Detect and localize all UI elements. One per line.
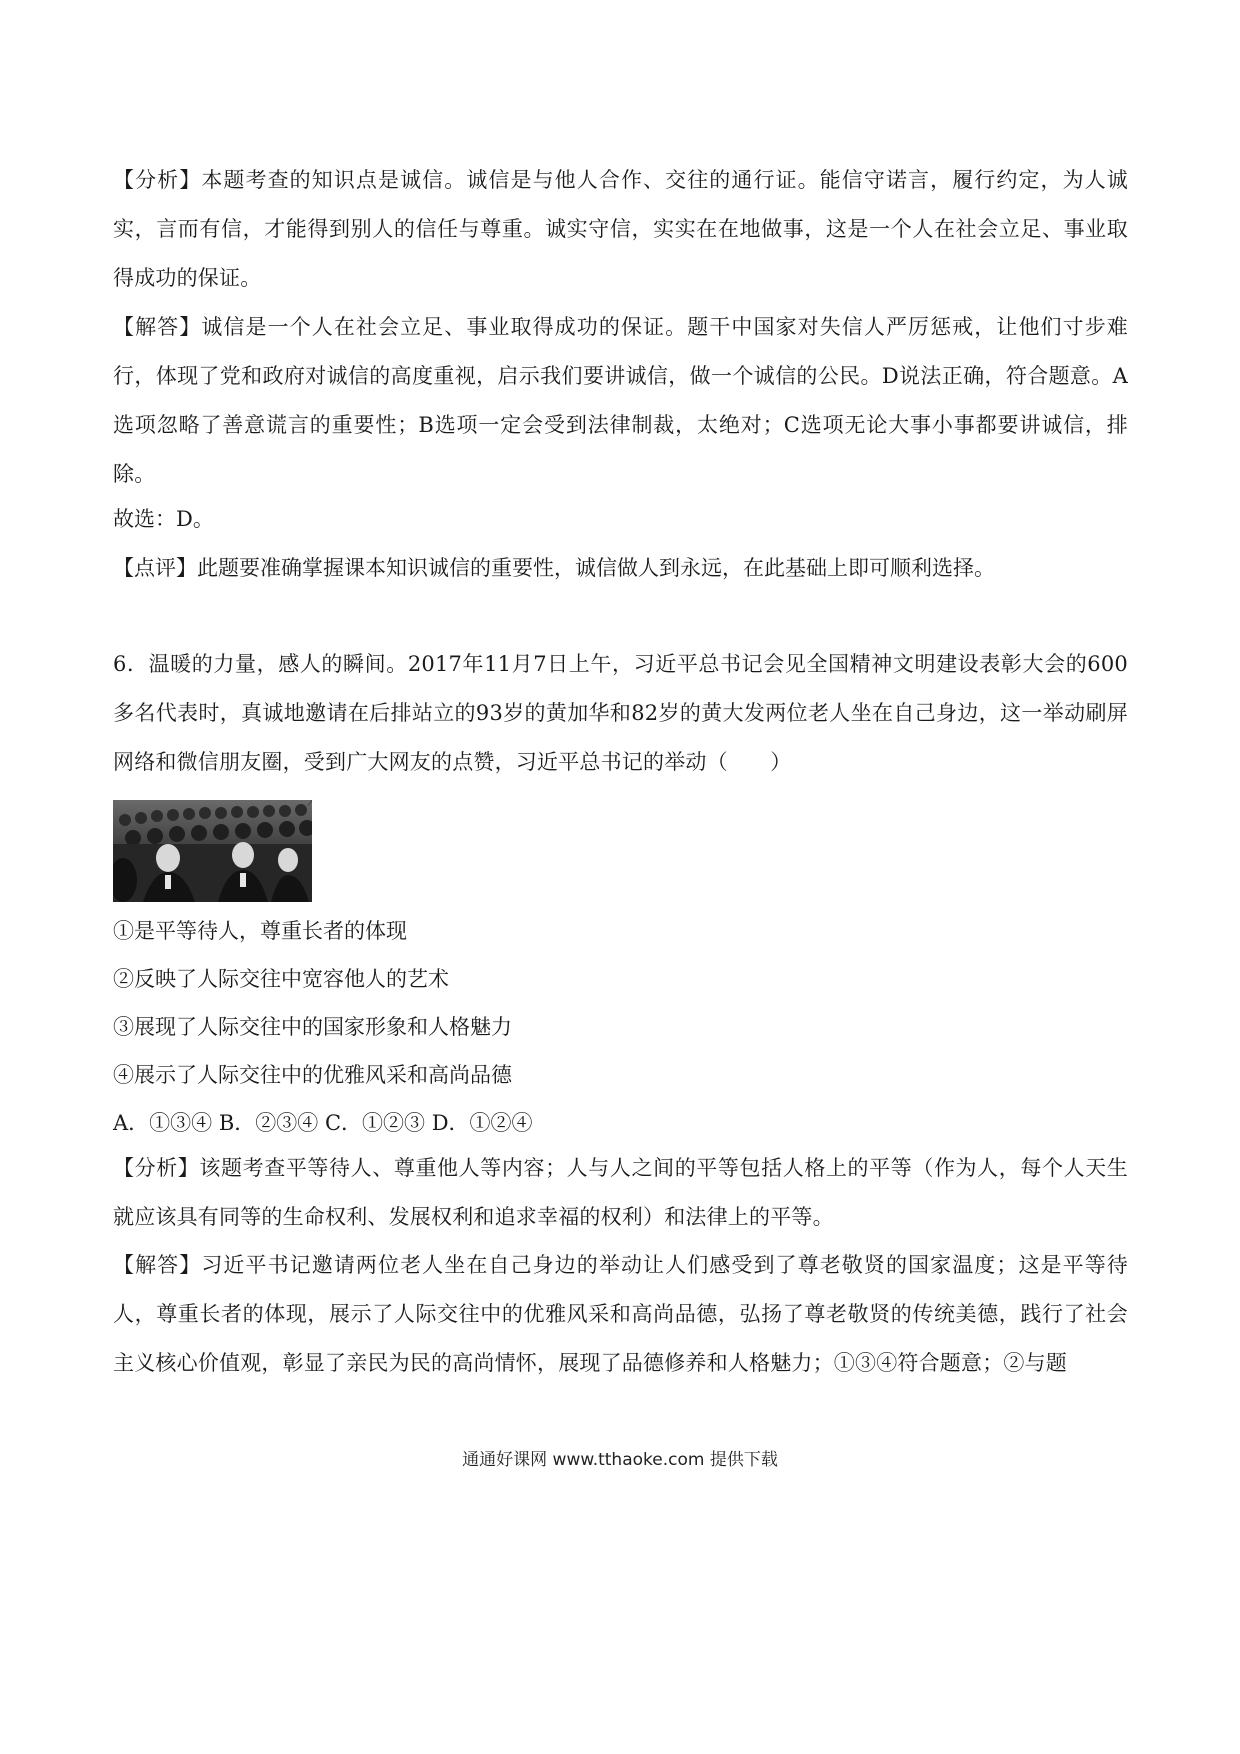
- q5-answer: 【解答】诚信是一个人在社会立足、事业取得成功的保证。题干中国家对失信人严厉惩戒，让他们寸步难行，体现了党和政府对诚信的高度重视，启示我们要讲诚信，做一个诚信的公民。D说法正确，符合题意。A选项忽略了善意谎言的重要性；B选项一定会受到法律制裁，太绝对；C选项无论大事小事都要讲诚信，排除。: [113, 315, 1128, 486]
- meeting-photo-image: [113, 800, 312, 902]
- page-footer: 通通好课网 www.tthaoke.com 提供下载: [462, 1450, 778, 1470]
- q6-answer: 【解答】习近平书记邀请两位老人坐在自己身边的举动让人们感受到了尊老敬贤的国家温度；这是平等待人，尊重长者的体现，展示了人际交往中的优雅风采和高尚品德，弘扬了尊老敬贤的传统美德，践行了社会主义核心价值观，彰显了亲民为民的高尚情怀，展现了品德修养和人格魅力；①③④符合题意；②与题: [113, 1253, 1128, 1375]
- q6-item-2: ②反映了人际交往中宽容他人的艺术: [113, 967, 449, 991]
- q6-item-4: ④展示了人际交往中的优雅风采和高尚品德: [113, 1063, 512, 1087]
- q6-item-1: ①是平等待人，尊重长者的体现: [113, 919, 407, 943]
- q6-analysis: 【分析】该题考查平等待人、尊重他人等内容；人与人之间的平等包括人格上的平等（作为人，每个人天生就应该具有同等的生命权利、发展权利和追求幸福的权利）和法律上的平等。: [113, 1156, 1128, 1229]
- q5-comment: 【点评】此题要准确掌握课本知识诚信的重要性，诚信做人到永远，在此基础上即可顺利选择。: [113, 556, 995, 580]
- q5-choice: 故选：D。: [113, 507, 214, 531]
- q5-analysis: 【分析】本题考查的知识点是诚信。诚信是与他人合作、交往的通行证。能信守诺言，履行约定，为人诚实，言而有信，才能得到别人的信任与尊重。诚实守信，实实在在地做事，这是一个人在社会立足、事业取得成功的保证。: [113, 168, 1128, 290]
- q6-stem: 6．温暖的力量，感人的瞬间。2017年11月7日上午，习近平总书记会见全国精神文明建设表彰大会的600多名代表时，真诚地邀请在后排站立的93岁的黄加华和82岁的黄大发两位老人坐在自己身边，这一举动刷屏网络和微信朋友圈，受到广大网友的点赞，习近平总书记的举动（ ）: [113, 652, 1128, 774]
- meeting-photo: [113, 800, 312, 902]
- q6-item-3: ③展现了人际交往中的国家形象和人格魅力: [113, 1015, 512, 1039]
- q6-options: A．①③④ B．②③④ C．①②③ D．①②④: [113, 1111, 533, 1135]
